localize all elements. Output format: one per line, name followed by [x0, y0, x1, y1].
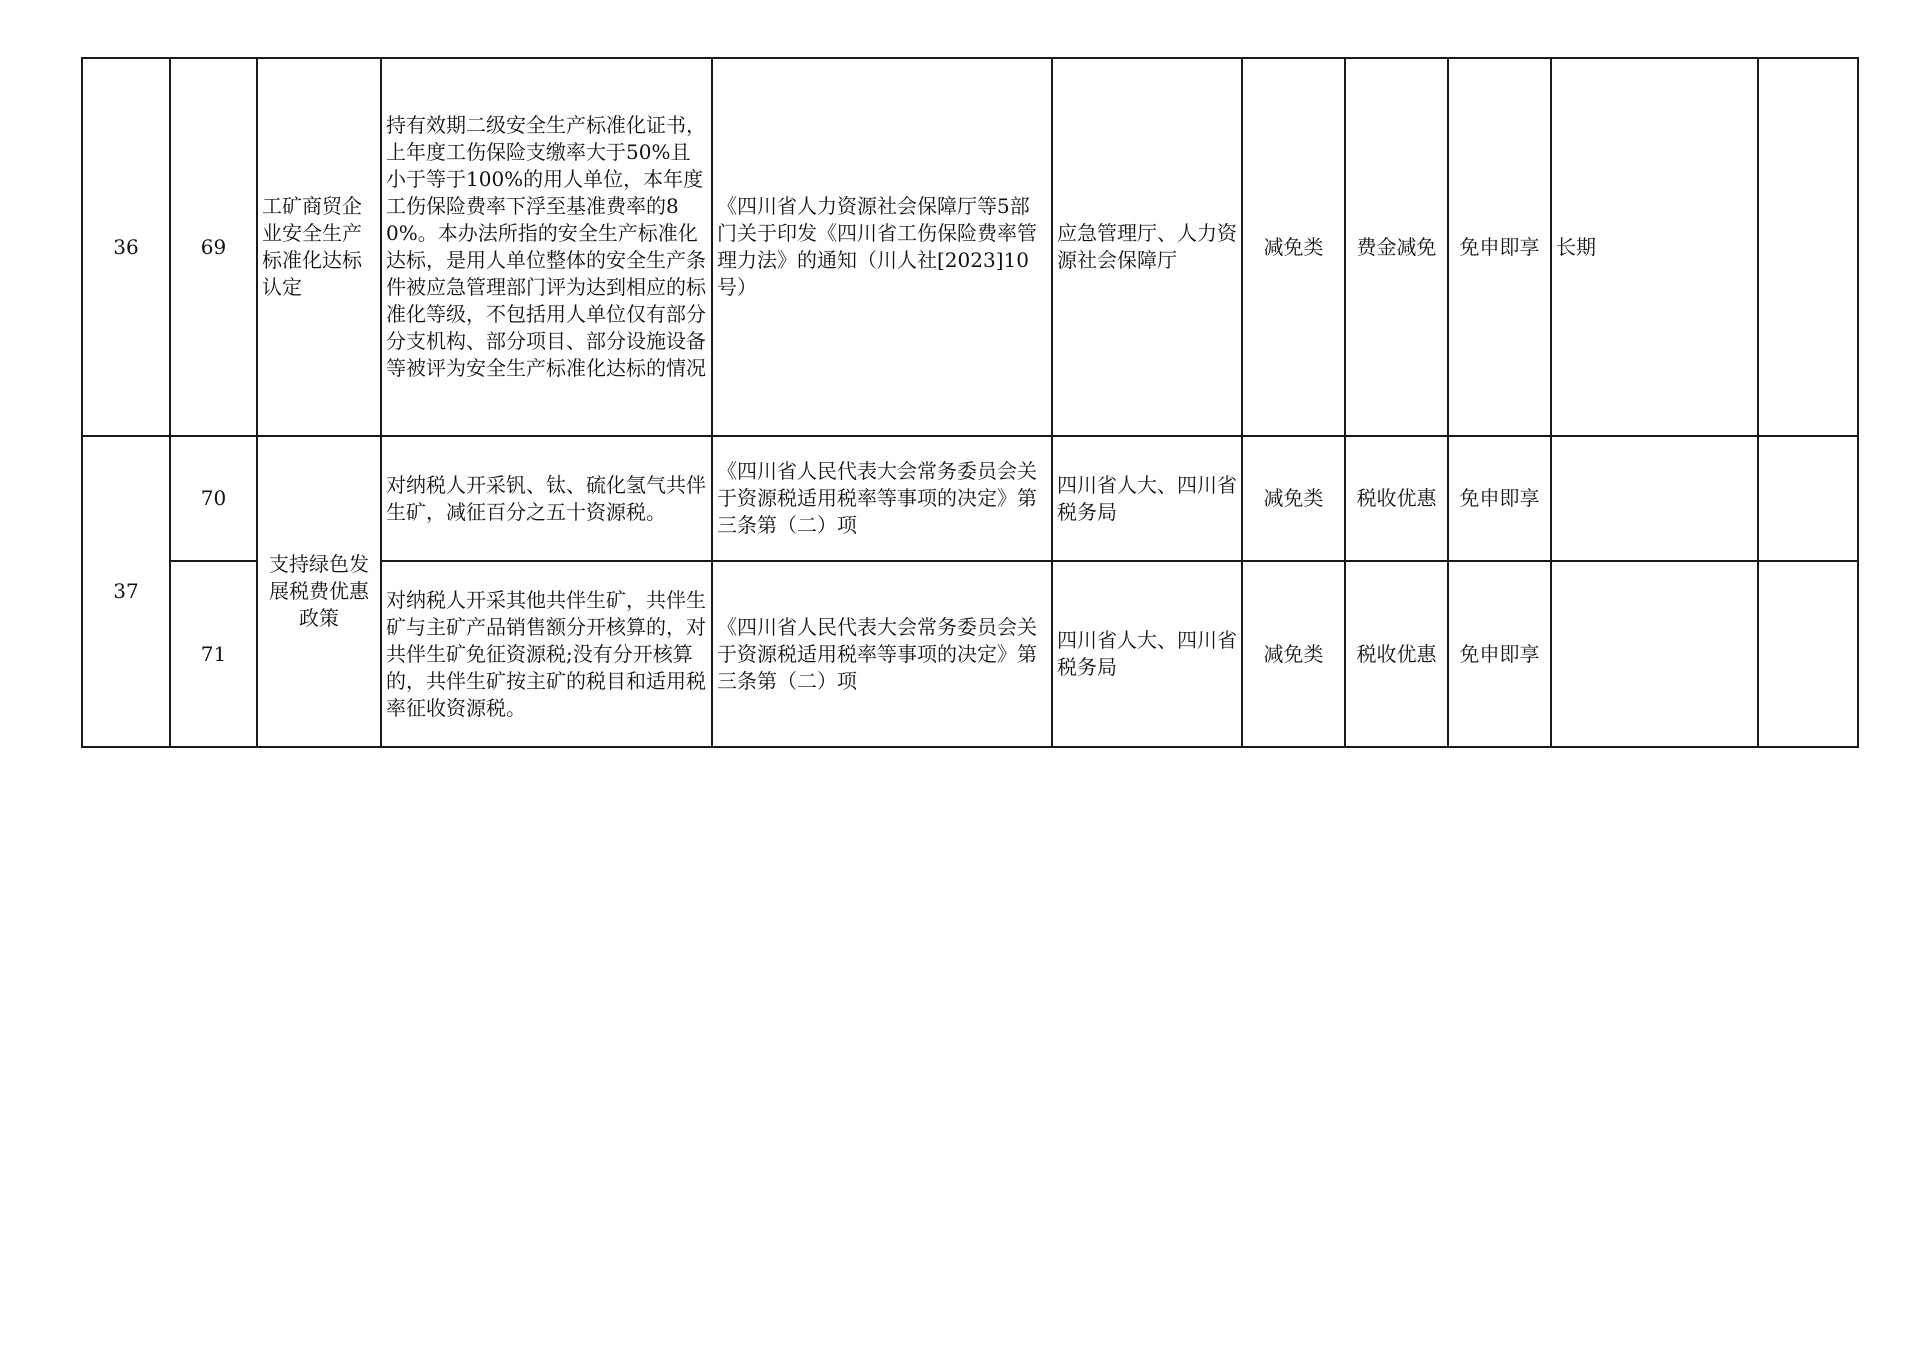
policy-basis-cell: 《四川省人力资源社会保障厅等5部门关于印发《四川省工伤保险费率管理力法》的通知（川人社[2023]10号）: [712, 58, 1052, 436]
remark-cell: [1758, 58, 1858, 436]
subtype-cell: 费金减免: [1345, 58, 1448, 436]
period-cell: [1551, 436, 1758, 561]
department-cell: 四川省人大、四川省税务局: [1052, 436, 1242, 561]
group-number-cell: 37: [82, 436, 170, 747]
category-cell: 减免类: [1242, 58, 1345, 436]
table-row: [82, 436, 1858, 561]
policy-table: [81, 57, 1859, 748]
department-cell: 应急管理厅、人力资源社会保障厅: [1052, 58, 1242, 436]
department-cell: 四川省人大、四川省税务局: [1052, 561, 1242, 747]
method-cell: 免申即享: [1448, 561, 1551, 747]
category-cell: 减免类: [1242, 436, 1345, 561]
method-cell: 免申即享: [1448, 436, 1551, 561]
subtype-cell: 税收优惠: [1345, 436, 1448, 561]
category-cell: 减免类: [1242, 561, 1345, 747]
remark-cell: [1758, 561, 1858, 747]
remark-cell: [1758, 436, 1858, 561]
policy-content-cell: 持有效期二级安全生产标准化证书，上年度工伤保险支缴率大于50%且小于等于100%的用人单位，本年度工伤保险费率下浮至基准费率的80%。本办法所指的安全生产标准化达标，是用人单位整体的安全生产条件被应急管理部门评为达到相应的标准化等级，不包括用人单位仅有部分分支机构、部分项目、部分设施设备等被评为安全生产标准化达标的情况: [381, 58, 712, 436]
policy-name-cell: 支持绿色发展税费优惠政策: [257, 436, 381, 747]
method-cell: 免申即享: [1448, 58, 1551, 436]
policy-content-cell: 对纳税人开采其他共伴生矿，共伴生矿与主矿产品销售额分开核算的，对共伴生矿免征资源税;没有分开核算的，共伴生矿按主矿的税目和适用税率征收资源税。: [381, 561, 712, 747]
policy-name-cell: 工矿商贸企业安全生产标准化达标认定: [257, 58, 381, 436]
item-number-cell: 70: [170, 436, 257, 561]
item-number-cell: 69: [170, 58, 257, 436]
subtype-cell: 税收优惠: [1345, 561, 1448, 747]
period-cell: 长期: [1551, 58, 1758, 436]
item-number-cell: 71: [170, 561, 257, 747]
policy-basis-cell: 《四川省人民代表大会常务委员会关于资源税适用税率等事项的决定》第三条第（二）项: [712, 561, 1052, 747]
group-number-cell: 36: [82, 58, 170, 436]
policy-content-cell: 对纳税人开采钒、钛、硫化氢气共伴生矿，减征百分之五十资源税。: [381, 436, 712, 561]
period-cell: [1551, 561, 1758, 747]
table-row: [82, 58, 1858, 436]
policy-basis-cell: 《四川省人民代表大会常务委员会关于资源税适用税率等事项的决定》第三条第（二）项: [712, 436, 1052, 561]
